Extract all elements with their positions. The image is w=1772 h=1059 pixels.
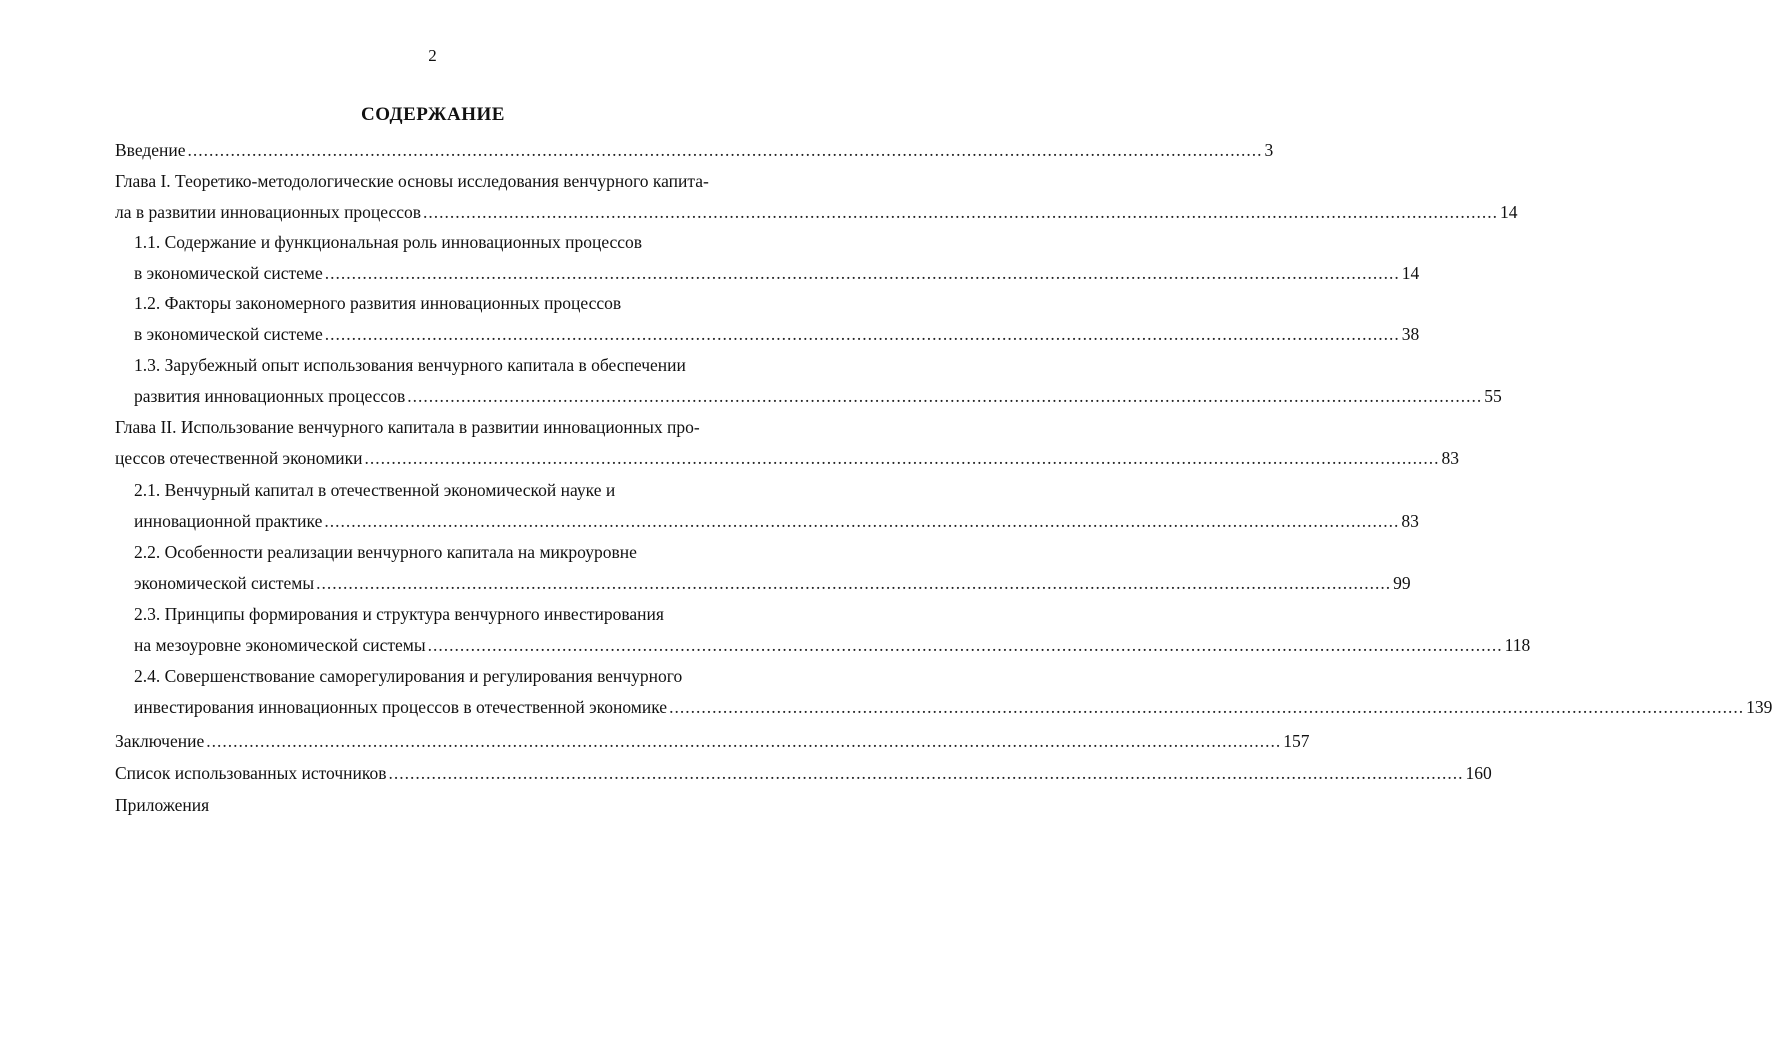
toc-entry-conclusion: [115, 730, 1310, 752]
toc-leader-dots: ........................................................................................................................................................................................................: [407, 386, 1483, 406]
toc-leader-dots: ........................................................................................................................................................................................................: [388, 763, 1464, 783]
toc-entry-section-2-3: [134, 634, 1531, 656]
toc-page-number: 160: [1465, 763, 1492, 783]
toc-entry-label: в экономической системе: [134, 263, 323, 283]
toc-page-number: 157: [1283, 731, 1310, 751]
toc-page-number: 38: [1401, 324, 1420, 344]
toc-page-number: 55: [1484, 386, 1502, 406]
toc-leader-dots: ........................................................................................................................................................................................................: [324, 263, 1400, 283]
toc-entry-label: цессов отечественной экономики: [115, 448, 363, 468]
toc-entry-section-2-2: [134, 572, 1411, 594]
toc-section-2-2-title: 2.2. Особенности реализации венчурного капитала на микроуровне: [134, 542, 637, 562]
toc-entry-label: Введение: [115, 140, 186, 160]
toc-page-number: 14: [1500, 202, 1518, 222]
toc-entry-label: на мезоуровне экономической системы: [134, 635, 426, 655]
toc-section-2-4-title: 2.4. Совершенствование саморегулирования и регулирования венчурного: [134, 666, 683, 686]
toc-section-1-1-title: 1.1. Содержание и функциональная роль инновационных процессов: [134, 232, 643, 252]
toc-leader-dots: ........................................................................................................................................................................................................: [206, 731, 1282, 751]
toc-leader-dots: ........................................................................................................................................................................................................: [324, 511, 1400, 531]
toc-section-2-1-title: 2.1. Венчурный капитал в отечественной экономической науке и: [134, 480, 616, 500]
toc-section-2-3-title: 2.3. Принципы формирования и структура венчурного инвестирования: [134, 604, 664, 624]
toc-entry-appendix: Приложения: [115, 795, 210, 815]
page-title: СОДЕРЖАНИЕ: [361, 104, 505, 125]
toc-entry-label: инновационной практике: [134, 511, 323, 531]
toc-entry-label: инвестирования инновационных процессов в отечественной экономике: [134, 697, 668, 717]
toc-entry-intro: [115, 139, 1274, 161]
toc-entry-section-2-4: [134, 696, 1772, 718]
toc-page-number: 14: [1401, 263, 1420, 283]
toc-section-1-3-title: 1.3. Зарубежный опыт использования венчурного капитала в обеспечении: [134, 355, 686, 375]
toc-leader-dots: ........................................................................................................................................................................................................: [427, 635, 1503, 655]
toc-entry-label: экономической системы: [134, 573, 315, 593]
toc-entry-label: в экономической системе: [134, 324, 323, 344]
toc-leader-dots: ........................................................................................................................................................................................................: [324, 324, 1400, 344]
toc-leader-dots: ........................................................................................................................................................................................................: [669, 697, 1745, 717]
toc-entry-label: ла в развитии инновационных процессов: [115, 202, 422, 222]
toc-chapter-1-title: Глава I. Теоретико-методологические основы исследования венчурного капита-: [115, 171, 709, 191]
toc-page-number: 3: [1264, 140, 1274, 160]
toc-leader-dots: ........................................................................................................................................................................................................: [187, 140, 1263, 160]
toc-chapter-2-title: Глава II. Использование венчурного капитала в развитии инновационных про-: [115, 417, 700, 437]
toc-page-number: 139: [1746, 697, 1772, 717]
toc-entry-chapter-2: [115, 447, 1460, 469]
toc-entry-section-2-1: [134, 510, 1419, 532]
toc-section-1-2-title: 1.2. Факторы закономерного развития инновационных процессов: [134, 293, 622, 313]
toc-leader-dots: ........................................................................................................................................................................................................: [316, 573, 1392, 593]
toc-entry-section-1-3: [134, 385, 1502, 407]
toc-leader-dots: ........................................................................................................................................................................................................: [423, 202, 1499, 222]
toc-entry-label: Список использованных источников: [115, 763, 387, 783]
toc-entry-label: Заключение: [115, 731, 205, 751]
toc-entry-sources: [115, 762, 1492, 784]
toc-leader-dots: ........................................................................................................................................................................................................: [364, 448, 1440, 468]
toc-entry-label: развития инновационных процессов: [134, 386, 406, 406]
toc-page-number: 83: [1441, 448, 1460, 468]
toc-page-number: 83: [1401, 511, 1419, 531]
toc-entry-chapter-1: [115, 201, 1518, 223]
toc-entry-section-1-2: [134, 323, 1420, 345]
page-number: 2: [428, 46, 437, 65]
toc-page-number: 118: [1504, 635, 1531, 655]
toc-entry-section-1-1: [134, 262, 1420, 284]
toc-page-number: 99: [1393, 573, 1411, 593]
